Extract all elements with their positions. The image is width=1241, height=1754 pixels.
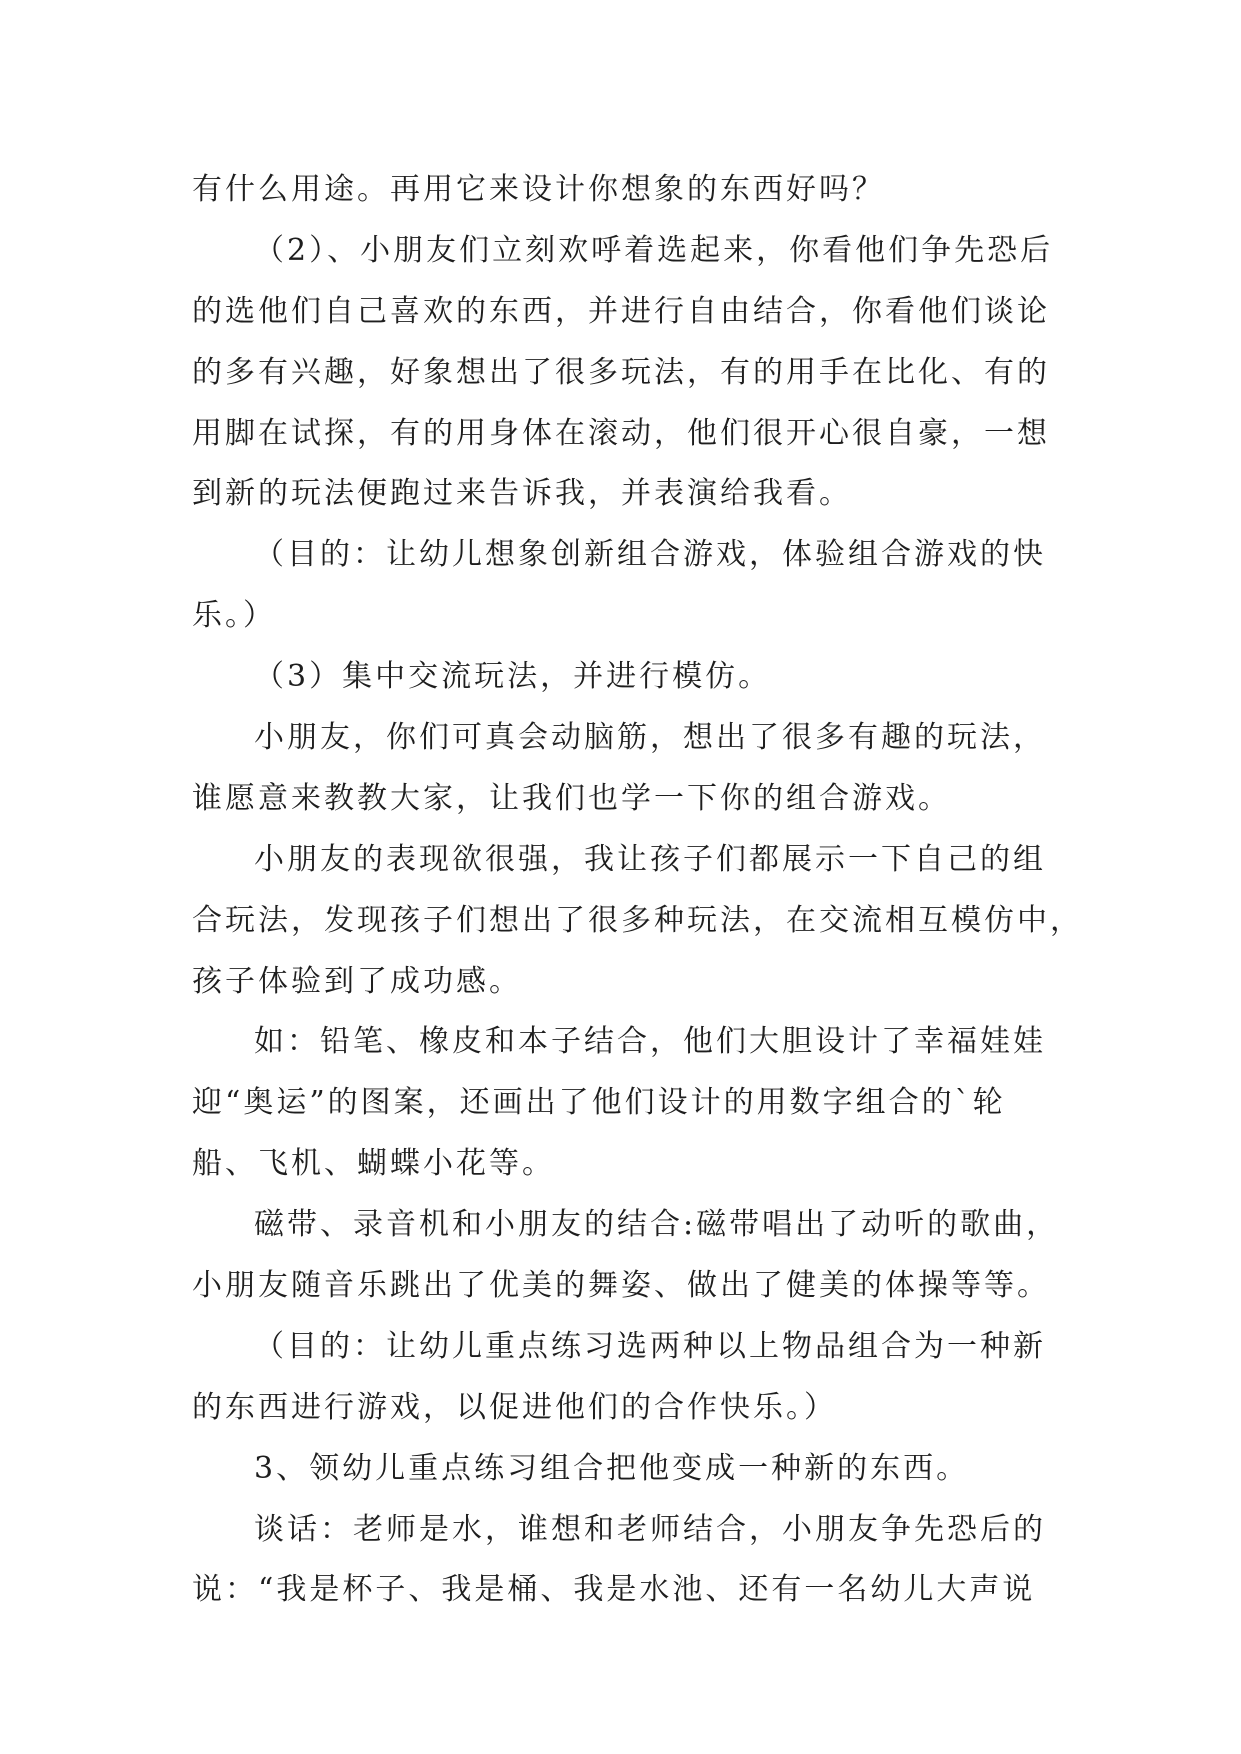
text-line: （目的：让幼儿重点练习选两种以上物品组合为一种新 (254, 1328, 1046, 1364)
text-line: 谈话：老师是水，谁想和老师结合，小朋友争先恐后的 (254, 1511, 1046, 1547)
text-line: 合玩法，发现孩子们想出了很多种玩法，在交流相互模仿中， (192, 902, 1083, 938)
text-line: 的东西进行游戏，以促进他们的合作快乐。） (192, 1389, 837, 1425)
text-line: 3、领幼儿重点练习组合把他变成一种新的东西。 (254, 1450, 970, 1486)
text-line: 如：铅笔、橡皮和本子结合，他们大胆设计了幸福娃娃 (254, 1024, 1046, 1060)
text-line: 谁愿意来教教大家，让我们也学一下你的组合游戏。 (192, 780, 951, 816)
text-line: 小朋友，你们可真会动脑筋，想出了很多有趣的玩法， (254, 720, 1046, 756)
text-line: 小朋友随音乐跳出了优美的舞姿、做出了健美的体操等等。 (192, 1268, 1050, 1304)
text-line: 船、飞机、蝴蝶小花等。 (192, 1146, 555, 1182)
text-line: （2）、小朋友们立刻欢呼着选起来，你看他们争先恐后 (254, 232, 1054, 268)
text-line: 说：“我是杯子、我是桶、我是水池、还有一名幼儿大声说 (192, 1572, 1036, 1608)
body-text (192, 160, 1083, 1621)
text-line: 的选他们自己喜欢的东西，并进行自由结合，你看他们谈论 (192, 293, 1050, 329)
text-line: 有什么用途。再用它来设计你想象的东西好吗？ (192, 172, 885, 207)
text-line: 到新的玩法便跑过来告诉我，并表演给我看。 (192, 476, 852, 512)
text-line: 乐。） (192, 598, 276, 634)
text-line: （目的：让幼儿想象创新组合游戏，体验组合游戏的快 (254, 537, 1046, 573)
text-line: （3）集中交流玩法，并进行模仿。 (254, 659, 772, 695)
text-line: 用脚在试探，有的用身体在滚动，他们很开心很自豪，一想 (192, 415, 1050, 451)
text-line: 迎“奥运”的图案，还画出了他们设计的用数字组合的`轮 (192, 1085, 1006, 1121)
text-line: 磁带、录音机和小朋友的结合:磁带唱出了动听的歌曲， (254, 1207, 1060, 1243)
text-line: 孩子体验到了成功感。 (192, 963, 522, 999)
text-line: 小朋友的表现欲很强，我让孩子们都展示一下自己的组 (254, 841, 1046, 877)
text-line: 的多有兴趣，好象想出了很多玩法，有的用手在比化、有的 (192, 354, 1050, 390)
